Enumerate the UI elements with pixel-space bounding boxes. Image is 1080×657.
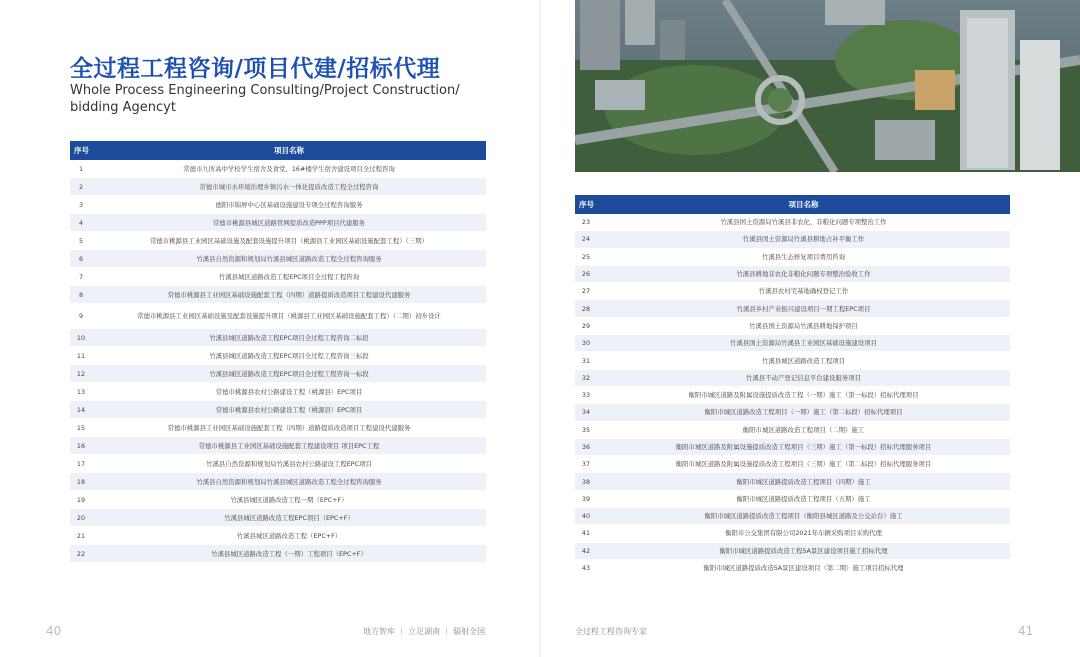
row-project-name: 衡阳市城区道路提质改造工程项目（五期）施工 <box>597 490 1010 507</box>
row-project-name: 常德市九所高中学校学生宿舍及食堂、16#楼学生宿舍建设项目全过程咨询 <box>92 160 486 178</box>
row-number: 37 <box>575 456 597 473</box>
section-subtitle: Whole Process Engineering Consulting/Project Construction/ bidding Agencyt <box>70 83 460 115</box>
row-project-name: 常德市桃源县工业园区基础设施配套工程（四期）道路提质改造项目工程建设代建服务 <box>92 286 486 304</box>
row-project-name: 竹溪县自然资源和规划局竹溪县农村公路建设工程EPC项目 <box>92 455 486 473</box>
table-row <box>575 352 1010 369</box>
row-project-name: 竹溪县农村宅基地确权登记工作 <box>597 283 1010 300</box>
row-project-name: 常德市城市水环境治理乡镇污水一体化提质改造工程全过程咨询 <box>92 178 486 196</box>
row-project-name: 衡阳市城区道路提质改造5A景区建设项目（第二期）施工项目招标代理 <box>597 559 1010 576</box>
row-number: 42 <box>575 542 597 559</box>
table-row <box>575 265 1010 282</box>
row-project-name: 竹溪县城区道路改造工程EPC项目（EPC+F） <box>92 509 486 527</box>
row-number: 21 <box>70 527 92 545</box>
project-table-right <box>575 195 1010 577</box>
row-number: 40 <box>575 508 597 525</box>
header-name: 项目名称 <box>597 195 1010 214</box>
table-row <box>70 250 486 268</box>
row-number: 27 <box>575 283 597 300</box>
table-row <box>70 304 486 329</box>
table-row <box>70 509 486 527</box>
table-row <box>70 455 486 473</box>
row-number: 41 <box>575 525 597 542</box>
row-number: 9 <box>70 304 92 329</box>
table-row <box>575 231 1010 248</box>
row-project-name: 常德市桃源县工业园区基础设施及配套设施提升项目（桃源县工业园区基础设施配套工程）（二期）初步设计 <box>92 304 486 329</box>
row-number: 29 <box>575 317 597 334</box>
table-row <box>70 491 486 509</box>
row-project-name: 竹溪县国土资源局竹溪县耕地占补平衡工作 <box>597 231 1010 248</box>
table-row <box>70 527 486 545</box>
row-project-name: 竹溪县城区道路改造工程EPC项目全过程工程咨询 <box>92 268 486 286</box>
row-number: 31 <box>575 352 597 369</box>
row-number: 43 <box>575 559 597 576</box>
city-aerial-photo <box>575 0 1080 172</box>
table-row <box>70 545 486 563</box>
row-number: 28 <box>575 300 597 317</box>
table-row <box>575 283 1010 300</box>
row-project-name: 常德市桃源县工业园区基础设施配套工程建设项目 项目EPC工程 <box>92 437 486 455</box>
table-row <box>575 300 1010 317</box>
table-row <box>575 559 1010 576</box>
table-row <box>575 525 1010 542</box>
row-project-name: 常德市桃源县农村公路建设工程（桃源县）EPC项目 <box>92 401 486 419</box>
table-row <box>70 401 486 419</box>
table-row <box>70 160 486 178</box>
header-num: 序号 <box>70 141 92 160</box>
row-project-name: 竹溪县耕地非农化非粮化问题专项整治验收工作 <box>597 265 1010 282</box>
row-project-name: 衡阳市城区道路及附属设施提质改造工程项目（三期）施工（第二标段）招标代理服务项目 <box>597 456 1010 473</box>
table-row <box>575 542 1010 559</box>
table-row <box>70 437 486 455</box>
row-number: 17 <box>70 455 92 473</box>
table-row <box>70 196 486 214</box>
row-project-name: 竹溪县国土资源局竹溪县非农化、非粮化问题专项整治工作 <box>597 214 1010 231</box>
row-number: 12 <box>70 365 92 383</box>
row-project-name: 常德市桃源县工业园区基础设施及配套设施提升项目（桃源县工业园区基础设施配套工程）（三期） <box>92 232 486 250</box>
row-project-name: 衡阳市公交集团有限公司2021年车辆采购项目采购代理 <box>597 525 1010 542</box>
row-project-name: 竹溪县生态修复项目费用咨询 <box>597 248 1010 265</box>
table-row <box>70 383 486 401</box>
header-name: 项目名称 <box>92 141 486 160</box>
row-number: 3 <box>70 196 92 214</box>
table-row <box>575 421 1010 438</box>
row-number: 19 <box>70 491 92 509</box>
row-project-name: 竹溪县城区道路改造工程EPC项目全过程工程咨询二标段 <box>92 329 486 347</box>
row-project-name: 衡阳市城区道路改造工程项目（一期）施工（第二标段）招标代理项目 <box>597 404 1010 421</box>
row-project-name: 衡阳市城区道路改造工程项目（二期）施工 <box>597 421 1010 438</box>
table-row <box>575 456 1010 473</box>
row-project-name: 常德市桃源县城区道路管网提质改造PPP项目代建服务 <box>92 214 486 232</box>
project-table-left <box>70 141 486 563</box>
row-number: 36 <box>575 438 597 455</box>
row-number: 20 <box>70 509 92 527</box>
row-number: 23 <box>575 214 597 231</box>
table-row <box>575 404 1010 421</box>
row-number: 39 <box>575 490 597 507</box>
row-number: 1 <box>70 160 92 178</box>
table-row <box>70 473 486 491</box>
row-number: 2 <box>70 178 92 196</box>
table-row <box>70 347 486 365</box>
row-number: 6 <box>70 250 92 268</box>
row-project-name: 竹溪县城区道路改造工程一期（EPC+F） <box>92 491 486 509</box>
footer-slogan: 地方智库 ｜ 立足湖南 ｜ 辐射全国 <box>363 627 486 636</box>
row-number: 32 <box>575 369 597 386</box>
table-row <box>575 386 1010 403</box>
row-project-name: 竹溪县自然资源和规划局竹溪县城区道路改造工程全过程咨询服务 <box>92 250 486 268</box>
table-row <box>575 369 1010 386</box>
row-number: 13 <box>70 383 92 401</box>
row-number: 25 <box>575 248 597 265</box>
row-project-name: 常德市桃源县农村公路建设工程（桃源县）EPC项目 <box>92 383 486 401</box>
row-number: 30 <box>575 335 597 352</box>
row-project-name: 竹溪县城区道路改造工程EPC项目全过程工程咨询三标段 <box>92 347 486 365</box>
page-number-left: 40 <box>46 624 62 638</box>
table-row <box>70 286 486 304</box>
table-row <box>70 268 486 286</box>
table-row <box>575 508 1010 525</box>
row-project-name: 竹溪县城区道路改造工程（EPC+F） <box>92 527 486 545</box>
table-row <box>70 365 486 383</box>
header-num: 序号 <box>575 195 597 214</box>
table-row <box>575 490 1010 507</box>
table-row <box>70 214 486 232</box>
table-row <box>575 473 1010 490</box>
row-number: 18 <box>70 473 92 491</box>
row-project-name: 竹溪县自然资源和规划局竹溪县城区道路改造工程全过程咨询服务 <box>92 473 486 491</box>
row-number: 8 <box>70 286 92 304</box>
row-project-name: 衡阳市城区道路及附属设施提质改造工程（一期）施工（第一标段）招标代理项目 <box>597 386 1010 403</box>
row-project-name: 竹溪县不动产登记信息平台建设服务项目 <box>597 369 1010 386</box>
table-row <box>575 214 1010 231</box>
row-number: 15 <box>70 419 92 437</box>
row-project-name: 竹溪县城区道路改造工程项目 <box>597 352 1010 369</box>
row-project-name: 衡阳市城区道路提质改造工程项目（四期）施工 <box>597 473 1010 490</box>
row-number: 38 <box>575 473 597 490</box>
row-number: 33 <box>575 386 597 403</box>
table-row <box>70 232 486 250</box>
row-project-name: 常德市桃源县工业园区基础设施配套工程（四期）道路提质改造项目工程建设代建服务 <box>92 419 486 437</box>
row-number: 16 <box>70 437 92 455</box>
row-project-name: 衡阳市城区道路提质改造工程项目（衡阳县城区道路及公交站台）施工 <box>597 508 1010 525</box>
row-project-name: 德阳市锦屏中心区基础设施建设专项全过程咨询服务 <box>92 196 486 214</box>
table-row <box>575 335 1010 352</box>
row-project-name: 竹溪县国土资源局竹溪县耕地保护项目 <box>597 317 1010 334</box>
row-project-name: 衡阳市城区道路及附属设施提质改造工程项目（三期）施工（第一标段）招标代理服务项目 <box>597 438 1010 455</box>
row-number: 22 <box>70 545 92 563</box>
table-row <box>575 317 1010 334</box>
row-number: 10 <box>70 329 92 347</box>
table-row <box>575 248 1010 265</box>
page-divider <box>539 0 541 657</box>
row-number: 4 <box>70 214 92 232</box>
footer-tagline: 全过程工程咨询专家 <box>575 627 647 636</box>
row-project-name: 竹溪县城区道路改造工程EPC项目全过程工程咨询一标段 <box>92 365 486 383</box>
row-number: 26 <box>575 265 597 282</box>
page-number-right: 41 <box>1018 624 1034 638</box>
row-number: 24 <box>575 231 597 248</box>
section-title: 全过程工程咨询/项目代建/招标代理 <box>70 56 441 82</box>
table-row <box>70 178 486 196</box>
table-row <box>575 438 1010 455</box>
row-number: 35 <box>575 421 597 438</box>
row-project-name: 竹溪县国土资源局竹溪县工业园区基础设施建设项目 <box>597 335 1010 352</box>
row-number: 5 <box>70 232 92 250</box>
row-number: 11 <box>70 347 92 365</box>
row-number: 7 <box>70 268 92 286</box>
table-row <box>70 329 486 347</box>
row-project-name: 竹溪县乡村产业振兴建设项目一期工程EPC项目 <box>597 300 1010 317</box>
row-number: 34 <box>575 404 597 421</box>
table-row <box>70 419 486 437</box>
row-project-name: 衡阳市城区道路提质改造工程5A景区建设项目施工招标代理 <box>597 542 1010 559</box>
row-number: 14 <box>70 401 92 419</box>
row-project-name: 竹溪县城区道路改造工程（一期）工程项目（EPC+F） <box>92 545 486 563</box>
